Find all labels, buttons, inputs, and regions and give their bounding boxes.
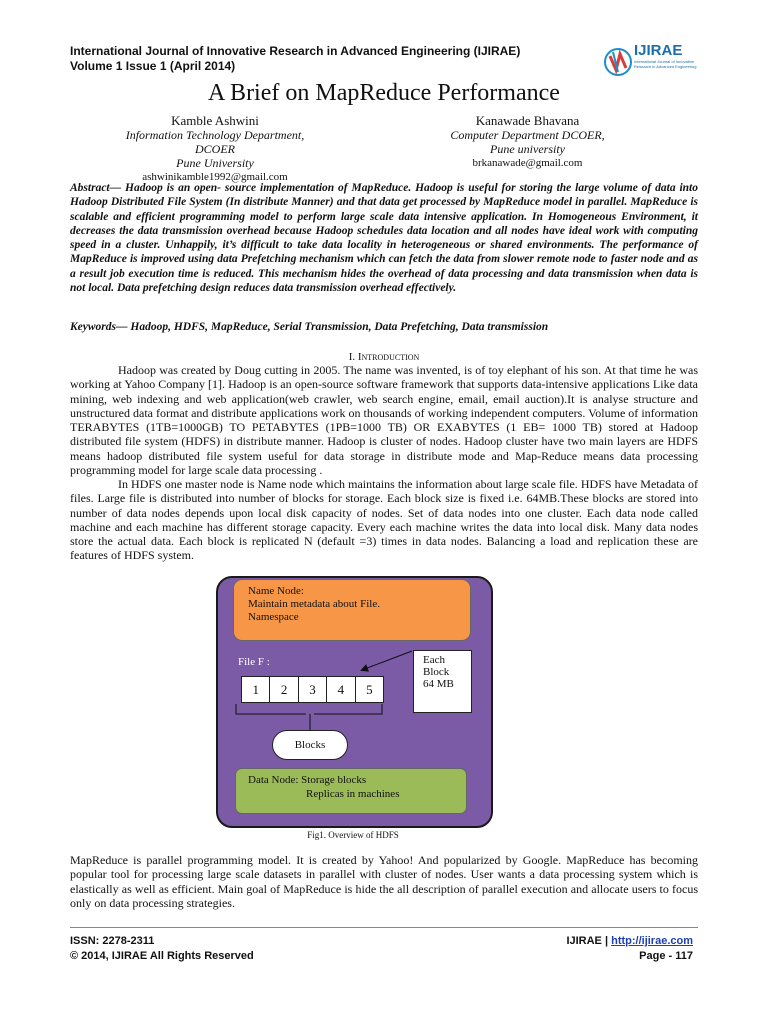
data-node-box — [235, 768, 467, 814]
block-cell: 4 — [327, 677, 355, 702]
author-name: Kamble Ashwini — [171, 113, 259, 128]
author-univ: Pune university — [490, 142, 565, 156]
each-block-line: Block — [423, 666, 450, 678]
logo-subtext: International Journal of Innovative Research in Advanced Engineering — [634, 59, 697, 69]
author-dept: Information Technology Department, DCOER — [125, 128, 305, 156]
author-name: Kanawade Bhavana — [475, 113, 580, 128]
author-email: ashwinikamble1992@gmail.com — [142, 171, 288, 183]
footer-copyright: © 2014, IJIRAE All Rights Reserved — [70, 950, 254, 962]
section-title: Introduction — [357, 351, 420, 363]
page-number: Page - 117 — [639, 950, 693, 962]
paper-title: A Brief on MapReduce Performance — [208, 80, 560, 106]
ijirae-logo — [604, 42, 702, 82]
name-node-line: Maintain metadata about File. — [248, 598, 380, 610]
arrow-icon — [362, 651, 412, 670]
name-node-line: Name Node: — [248, 585, 304, 597]
author-block-2 — [415, 114, 640, 170]
paragraph-3: MapReduce is parallel programming model. It is created by Yahoo! And popularized by Google. MapReduce has becoming popular tool for processing large scale datasets in parallel with cluster of nodes. User wants a data processing system which is elastically as well as efficient. Main goal of MapReduce is hide the all description of parallel execution and allocate users to focus only on data processing strategies. — [70, 853, 698, 910]
blocks-label: Blocks — [272, 730, 348, 760]
data-node-line: Replicas in machines — [306, 788, 400, 800]
paragraph-1: Hadoop was created by Doug cutting in 2005. The name was invented, is of toy elephant of his son. At that time he was working at Yahoo Company [1]. Hadoop is an open-source software framework that supports data-intensive applications Like data mining, web indexing and web application(web crawler, web search engine, email, email auction).It is analyse structure and unstructured data format and distribute applications work on thousands of working independent computers. Volume of information TERABYTES (1TB=1000GB) TO PETABYTES (1PB=1000 TB) OR EXABYTES (1 EB= 1000 TB) stored at Hadoop distributed file system (HDFS) in distribute manner. Hadoop is cluster of nodes. Hadoop cluster have two main layers are HDFS means hadoop distributed file system useful for data storage in distribute mode and Map-Reduce means data processing programming model for large scale data processing . — [70, 363, 698, 478]
logo-text: IJIRAE — [634, 42, 683, 59]
each-block-line: 64 MB — [423, 678, 454, 690]
brace-icon — [236, 704, 382, 714]
author-dept: Computer Department DCOER, — [450, 128, 605, 142]
block-cell: 3 — [299, 677, 327, 702]
author-block-1 — [110, 114, 320, 184]
abstract: Abstract— Hadoop is an open- source implementation of MapReduce. Hadoop is useful for storing the large volume of data into Hadoop Distributed File System (In distribute Manner) and that data get processed by MapReduce model in parallel. MapReduce is scalable and efficient programming model to perform large scale data intensive application. In Homogeneous Environment, it decreases the data transmission overhead because Hadoop schedules data location and all nodes have ideal work with computing speed in a cluster. Unhappily, it’s difficult to take data locality in heterogeneous or shared environments. The performance of MapReduce is improved using data Prefetching mechanism which can fetch the data from slower remote node to faster node and as a result job execution time is reduced. This mechanism hides the overhead of data processing and data transmission when data is not local. Data prefetching design reduces data transmission overhead effectively. — [70, 182, 698, 295]
block-cell: 5 — [366, 681, 373, 697]
author-univ: Pune University — [176, 156, 254, 170]
author-email: brkanawade@gmail.com — [472, 157, 583, 169]
journal-link[interactable]: http://ijirae.com — [611, 935, 693, 947]
data-node-line: Data Node: Storage blocks — [248, 774, 367, 786]
file-label: File F : — [238, 656, 270, 668]
name-node-line: Namespace — [248, 611, 299, 623]
block-cell: 1 — [242, 677, 270, 702]
figure-caption: Fig1. Overview of HDFS — [307, 830, 399, 840]
journal-name: International Journal of Innovative Research in Advanced Engineering (IJIRAE) — [70, 44, 521, 58]
paragraph-2: In HDFS one master node is Name node which maintains the information about large scale file. HDFS have Metadata of files. Large file is distributed into number of blocks for storage. Each block size is fixed i.e. 64MB.These blocks are stored into number of data nodes depends upon local disk capacity of nodes. Set of data nodes into one cluster. Each data node called machine and each machine has different storage capacity. Every each machine writes the data into local disk. Many data nodes store the actual data. Each block is replicated N (default =3) times in data nodes. Balancing a load and replication these are features of HDFS system. — [70, 477, 698, 563]
keywords: Keywords— Hadoop, HDFS, MapReduce, Serial Transmission, Data Prefetching, Data transmission — [70, 321, 549, 333]
footer-brand — [566, 935, 693, 947]
footer-divider — [70, 927, 698, 928]
footer-brand-text: IJIRAE | — [566, 935, 612, 947]
journal-issue: Volume 1 Issue 1 (April 2014) — [70, 59, 236, 73]
each-block-line: Each — [423, 654, 445, 666]
block-cell: 2 — [270, 677, 298, 702]
section-number: I. — [348, 351, 356, 363]
section-heading — [0, 351, 768, 363]
footer-issn: ISSN: 2278-2311 — [70, 935, 155, 947]
